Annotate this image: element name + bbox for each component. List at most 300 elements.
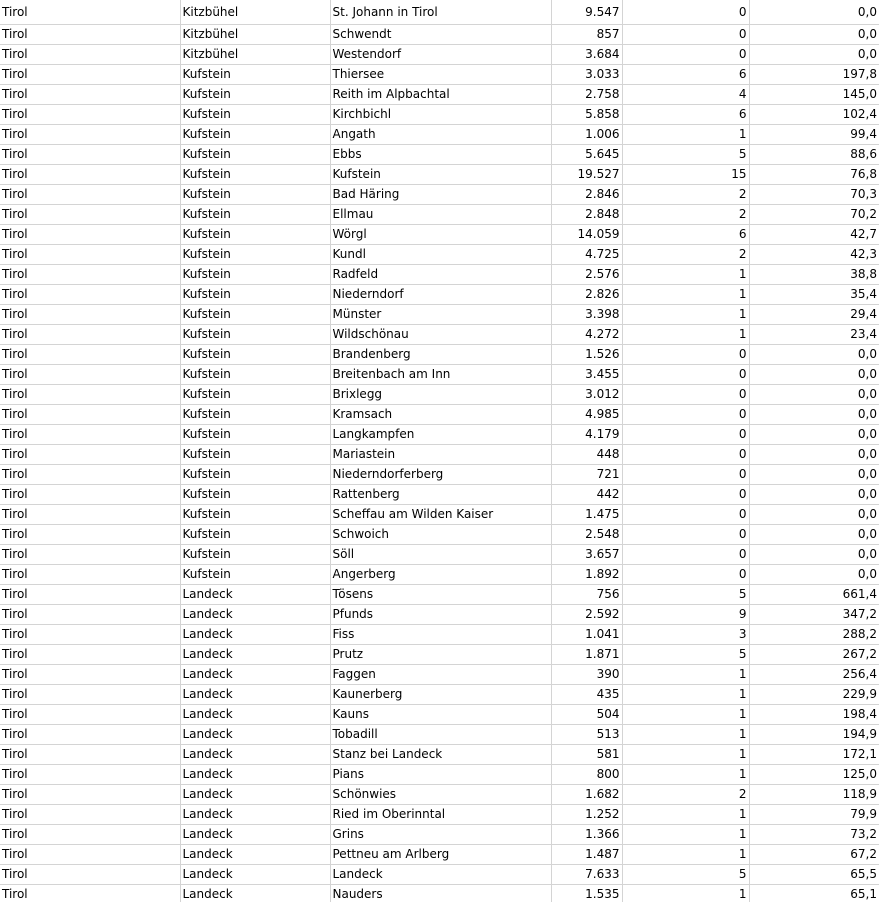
cell-state[interactable]: Tirol (0, 225, 180, 245)
cell-district[interactable]: Kufstein (180, 205, 330, 225)
cell-incidence[interactable]: 118,9 (749, 785, 879, 805)
cell-municipality[interactable]: Ebbs (330, 145, 551, 165)
cell-population[interactable]: 3.398 (551, 305, 622, 325)
cell-incidence[interactable]: 0,0 (749, 385, 879, 405)
cell-cases[interactable]: 0 (622, 405, 749, 425)
cell-cases[interactable]: 0 (622, 505, 749, 525)
cell-state[interactable]: Tirol (0, 125, 180, 145)
cell-cases[interactable]: 6 (622, 225, 749, 245)
cell-population[interactable]: 2.576 (551, 265, 622, 285)
cell-district[interactable]: Kufstein (180, 485, 330, 505)
table-row (0, 425, 879, 445)
cell-district[interactable]: Landeck (180, 605, 330, 625)
cell-municipality[interactable]: Reith im Alpbachtal (330, 85, 551, 105)
cell-municipality[interactable]: Kirchbichl (330, 105, 551, 125)
cell-district[interactable]: Landeck (180, 725, 330, 745)
cell-cases[interactable]: 0 (622, 465, 749, 485)
table-row (0, 485, 879, 505)
cell-incidence[interactable]: 65,5 (749, 865, 879, 885)
table-row (0, 25, 879, 45)
cell-district[interactable]: Kufstein (180, 545, 330, 565)
cell-population[interactable]: 1.535 (551, 885, 622, 902)
cell-district[interactable]: Kufstein (180, 445, 330, 465)
cell-cases[interactable]: 1 (622, 665, 749, 685)
cell-incidence[interactable]: 125,0 (749, 765, 879, 785)
cell-population[interactable]: 390 (551, 665, 622, 685)
cell-state[interactable]: Tirol (0, 485, 180, 505)
cell-municipality[interactable]: Angath (330, 125, 551, 145)
cell-cases[interactable]: 1 (622, 305, 749, 325)
table-row (0, 305, 879, 325)
cell-municipality[interactable]: Radfeld (330, 265, 551, 285)
cell-state[interactable]: Tirol (0, 65, 180, 85)
cell-state[interactable]: Tirol (0, 205, 180, 225)
table-row (0, 585, 879, 605)
table-row (0, 445, 879, 465)
cell-state[interactable]: Tirol (0, 405, 180, 425)
cell-state[interactable]: Tirol (0, 665, 180, 685)
cell-district[interactable]: Landeck (180, 625, 330, 645)
cell-incidence[interactable]: 347,2 (749, 605, 879, 625)
cell-population[interactable]: 435 (551, 685, 622, 705)
cell-population[interactable]: 3.455 (551, 365, 622, 385)
cell-state[interactable]: Tirol (0, 825, 180, 845)
table-row (0, 505, 879, 525)
cell-municipality[interactable]: Faggen (330, 665, 551, 685)
cell-municipality[interactable]: Kundl (330, 245, 551, 265)
cell-population[interactable]: 1.871 (551, 645, 622, 665)
cell-incidence[interactable]: 42,7 (749, 225, 879, 245)
cell-state[interactable]: Tirol (0, 785, 180, 805)
cell-incidence[interactable]: 0,0 (749, 505, 879, 525)
cell-incidence[interactable]: 197,8 (749, 65, 879, 85)
cell-incidence[interactable]: 70,2 (749, 205, 879, 225)
cell-municipality[interactable]: Niederndorferberg (330, 465, 551, 485)
cell-district[interactable]: Landeck (180, 685, 330, 705)
cell-state[interactable]: Tirol (0, 25, 180, 45)
cell-state[interactable]: Tirol (0, 185, 180, 205)
cell-incidence[interactable]: 67,2 (749, 845, 879, 865)
cell-state[interactable]: Tirol (0, 745, 180, 765)
cell-district[interactable]: Landeck (180, 765, 330, 785)
cell-cases[interactable]: 1 (622, 265, 749, 285)
cell-state[interactable]: Tirol (0, 245, 180, 265)
cell-population[interactable]: 19.527 (551, 165, 622, 185)
cell-municipality[interactable]: Pettneu am Arlberg (330, 845, 551, 865)
cell-cases[interactable]: 0 (622, 365, 749, 385)
cell-district[interactable]: Landeck (180, 885, 330, 902)
cell-incidence[interactable]: 102,4 (749, 105, 879, 125)
table-row (0, 465, 879, 485)
cell-incidence[interactable]: 0,0 (749, 365, 879, 385)
table-row (0, 825, 879, 845)
cell-state[interactable]: Tirol (0, 45, 180, 65)
cell-district[interactable]: Kufstein (180, 465, 330, 485)
cell-population[interactable]: 5.645 (551, 145, 622, 165)
cell-municipality[interactable]: Schwoich (330, 525, 551, 545)
cell-population[interactable]: 2.848 (551, 205, 622, 225)
cell-population[interactable]: 504 (551, 705, 622, 725)
cell-district[interactable]: Kufstein (180, 265, 330, 285)
cell-district[interactable]: Kufstein (180, 85, 330, 105)
cell-population[interactable]: 3.033 (551, 65, 622, 85)
cell-municipality[interactable]: Angerberg (330, 565, 551, 585)
cell-municipality[interactable]: Ried im Oberinntal (330, 805, 551, 825)
cell-district[interactable]: Landeck (180, 825, 330, 845)
cell-population[interactable]: 3.657 (551, 545, 622, 565)
cell-district[interactable]: Landeck (180, 665, 330, 685)
cell-incidence[interactable]: 256,4 (749, 665, 879, 685)
cell-incidence[interactable]: 229,9 (749, 685, 879, 705)
cell-population[interactable]: 581 (551, 745, 622, 765)
cell-population[interactable]: 1.892 (551, 565, 622, 585)
cell-municipality[interactable]: Münster (330, 305, 551, 325)
cell-state[interactable]: Tirol (0, 105, 180, 125)
cell-municipality[interactable]: Schönwies (330, 785, 551, 805)
cell-municipality[interactable]: Kufstein (330, 165, 551, 185)
cell-district[interactable]: Kufstein (180, 65, 330, 85)
cell-municipality[interactable]: Stanz bei Landeck (330, 745, 551, 765)
table-row (0, 225, 879, 245)
cell-population[interactable]: 1.682 (551, 785, 622, 805)
cell-state[interactable]: Tirol (0, 765, 180, 785)
cell-cases[interactable]: 1 (622, 745, 749, 765)
cell-population[interactable]: 2.758 (551, 85, 622, 105)
cell-cases[interactable]: 1 (622, 725, 749, 745)
table-row (0, 45, 879, 65)
cell-population[interactable]: 4.272 (551, 325, 622, 345)
cell-cases[interactable]: 1 (622, 825, 749, 845)
cell-incidence[interactable]: 65,1 (749, 885, 879, 902)
cell-incidence[interactable]: 76,8 (749, 165, 879, 185)
cell-state[interactable]: Tirol (0, 705, 180, 725)
cell-municipality[interactable]: Fiss (330, 625, 551, 645)
cell-state[interactable]: Tirol (0, 365, 180, 385)
cell-state[interactable]: Tirol (0, 0, 180, 25)
cell-district[interactable]: Landeck (180, 745, 330, 765)
cell-incidence[interactable]: 23,4 (749, 325, 879, 345)
cell-municipality[interactable]: Landeck (330, 865, 551, 885)
table-row (0, 745, 879, 765)
cell-incidence[interactable]: 661,4 (749, 585, 879, 605)
cell-cases[interactable]: 0 (622, 485, 749, 505)
cell-cases[interactable]: 6 (622, 105, 749, 125)
cell-incidence[interactable]: 29,4 (749, 305, 879, 325)
cell-district[interactable]: Kufstein (180, 425, 330, 445)
cell-population[interactable]: 800 (551, 765, 622, 785)
table-row (0, 665, 879, 685)
cell-district[interactable]: Kufstein (180, 185, 330, 205)
cell-cases[interactable]: 0 (622, 425, 749, 445)
cell-incidence[interactable]: 42,3 (749, 245, 879, 265)
table-row (0, 145, 879, 165)
cell-incidence[interactable]: 73,2 (749, 825, 879, 845)
cell-cases[interactable]: 5 (622, 145, 749, 165)
cell-municipality[interactable]: Tobadill (330, 725, 551, 745)
cell-district[interactable]: Landeck (180, 805, 330, 825)
cell-incidence[interactable]: 0,0 (749, 345, 879, 365)
cell-cases[interactable]: 9 (622, 605, 749, 625)
table-row (0, 125, 879, 145)
table-row (0, 845, 879, 865)
table-row (0, 345, 879, 365)
cell-cases[interactable]: 5 (622, 645, 749, 665)
cell-state[interactable]: Tirol (0, 505, 180, 525)
cell-population[interactable]: 442 (551, 485, 622, 505)
cell-municipality[interactable]: Rattenberg (330, 485, 551, 505)
table-row (0, 725, 879, 745)
cell-district[interactable]: Kufstein (180, 345, 330, 365)
cell-district[interactable]: Kufstein (180, 125, 330, 145)
table-row (0, 265, 879, 285)
cell-incidence[interactable]: 0,0 (749, 25, 879, 45)
cell-state[interactable]: Tirol (0, 345, 180, 365)
cell-incidence[interactable]: 38,8 (749, 265, 879, 285)
cell-municipality[interactable]: Brandenberg (330, 345, 551, 365)
cell-municipality[interactable]: Kramsach (330, 405, 551, 425)
table-row (0, 645, 879, 665)
cell-municipality[interactable]: Ellmau (330, 205, 551, 225)
cell-municipality[interactable]: Westendorf (330, 45, 551, 65)
cell-cases[interactable]: 0 (622, 25, 749, 45)
cell-cases[interactable]: 0 (622, 0, 749, 25)
cell-state[interactable]: Tirol (0, 325, 180, 345)
cell-population[interactable]: 4.985 (551, 405, 622, 425)
cell-cases[interactable]: 15 (622, 165, 749, 185)
cell-municipality[interactable]: Mariastein (330, 445, 551, 465)
cell-cases[interactable]: 1 (622, 705, 749, 725)
cell-population[interactable]: 513 (551, 725, 622, 745)
cell-incidence[interactable]: 70,3 (749, 185, 879, 205)
cell-population[interactable]: 721 (551, 465, 622, 485)
cell-municipality[interactable]: Scheffau am Wilden Kaiser (330, 505, 551, 525)
cell-municipality[interactable]: Wildschönau (330, 325, 551, 345)
cell-incidence[interactable]: 0,0 (749, 565, 879, 585)
cell-state[interactable]: Tirol (0, 145, 180, 165)
cell-population[interactable]: 1.366 (551, 825, 622, 845)
cell-population[interactable]: 1.252 (551, 805, 622, 825)
cell-municipality[interactable]: Söll (330, 545, 551, 565)
cell-municipality[interactable]: Kaunerberg (330, 685, 551, 705)
cell-population[interactable]: 3.684 (551, 45, 622, 65)
cell-district[interactable]: Kufstein (180, 165, 330, 185)
table-row (0, 805, 879, 825)
cell-incidence[interactable]: 35,4 (749, 285, 879, 305)
cell-cases[interactable]: 0 (622, 565, 749, 585)
cell-state[interactable]: Tirol (0, 605, 180, 625)
cell-cases[interactable]: 0 (622, 385, 749, 405)
cell-incidence[interactable]: 0,0 (749, 405, 879, 425)
cell-municipality[interactable]: Thiersee (330, 65, 551, 85)
cell-district[interactable]: Landeck (180, 705, 330, 725)
cell-incidence[interactable]: 0,0 (749, 425, 879, 445)
cell-incidence[interactable]: 99,4 (749, 125, 879, 145)
table-row (0, 385, 879, 405)
cell-population[interactable]: 3.012 (551, 385, 622, 405)
cell-incidence[interactable]: 194,9 (749, 725, 879, 745)
cell-incidence[interactable]: 267,2 (749, 645, 879, 665)
cell-cases[interactable]: 5 (622, 585, 749, 605)
cell-cases[interactable]: 2 (622, 185, 749, 205)
table-row (0, 0, 879, 25)
cell-cases[interactable]: 1 (622, 845, 749, 865)
cell-municipality[interactable]: Bad Häring (330, 185, 551, 205)
cell-cases[interactable]: 1 (622, 805, 749, 825)
cell-incidence[interactable]: 0,0 (749, 445, 879, 465)
cell-incidence[interactable]: 0,0 (749, 465, 879, 485)
cell-state[interactable]: Tirol (0, 465, 180, 485)
cell-municipality[interactable]: Brixlegg (330, 385, 551, 405)
cell-municipality[interactable]: Nauders (330, 885, 551, 902)
cell-state[interactable]: Tirol (0, 385, 180, 405)
cell-cases[interactable]: 3 (622, 625, 749, 645)
cell-municipality[interactable]: Langkampfen (330, 425, 551, 445)
cell-district[interactable]: Kufstein (180, 285, 330, 305)
cell-cases[interactable]: 1 (622, 765, 749, 785)
cell-cases[interactable]: 0 (622, 525, 749, 545)
cell-incidence[interactable]: 88,6 (749, 145, 879, 165)
cell-district[interactable]: Kufstein (180, 305, 330, 325)
cell-state[interactable]: Tirol (0, 265, 180, 285)
cell-municipality[interactable]: Breitenbach am Inn (330, 365, 551, 385)
cell-incidence[interactable]: 0,0 (749, 485, 879, 505)
cell-population[interactable]: 448 (551, 445, 622, 465)
cell-state[interactable]: Tirol (0, 565, 180, 585)
cell-population[interactable]: 857 (551, 25, 622, 45)
cell-cases[interactable]: 0 (622, 445, 749, 465)
cell-district[interactable]: Kufstein (180, 505, 330, 525)
cell-cases[interactable]: 0 (622, 345, 749, 365)
cell-state[interactable]: Tirol (0, 525, 180, 545)
cell-incidence[interactable]: 0,0 (749, 45, 879, 65)
cell-state[interactable]: Tirol (0, 425, 180, 445)
cell-municipality[interactable]: Pians (330, 765, 551, 785)
cell-district[interactable]: Kitzbühel (180, 0, 330, 25)
cell-population[interactable]: 756 (551, 585, 622, 605)
cell-population[interactable]: 1.475 (551, 505, 622, 525)
cell-district[interactable]: Kufstein (180, 145, 330, 165)
table-row (0, 685, 879, 705)
cell-cases[interactable]: 0 (622, 545, 749, 565)
cell-state[interactable]: Tirol (0, 725, 180, 745)
cell-district[interactable]: Landeck (180, 845, 330, 865)
cell-state[interactable]: Tirol (0, 545, 180, 565)
cell-population[interactable]: 2.548 (551, 525, 622, 545)
cell-state[interactable]: Tirol (0, 845, 180, 865)
cell-incidence[interactable]: 145,0 (749, 85, 879, 105)
cell-district[interactable]: Kufstein (180, 245, 330, 265)
cell-district[interactable]: Kitzbühel (180, 25, 330, 45)
cell-state[interactable]: Tirol (0, 285, 180, 305)
cell-population[interactable]: 1.041 (551, 625, 622, 645)
cell-population[interactable]: 2.592 (551, 605, 622, 625)
cell-municipality[interactable]: St. Johann in Tirol (330, 0, 551, 25)
cell-population[interactable]: 14.059 (551, 225, 622, 245)
cell-district[interactable]: Kufstein (180, 325, 330, 345)
cell-incidence[interactable]: 198,4 (749, 705, 879, 725)
cell-municipality[interactable]: Wörgl (330, 225, 551, 245)
cell-cases[interactable]: 1 (622, 885, 749, 902)
cell-population[interactable]: 1.006 (551, 125, 622, 145)
table-row (0, 865, 879, 885)
cell-cases[interactable]: 4 (622, 85, 749, 105)
cell-state[interactable]: Tirol (0, 445, 180, 465)
cell-district[interactable]: Kufstein (180, 385, 330, 405)
cell-state[interactable]: Tirol (0, 585, 180, 605)
cell-cases[interactable]: 2 (622, 785, 749, 805)
cell-cases[interactable]: 5 (622, 865, 749, 885)
cell-district[interactable]: Landeck (180, 585, 330, 605)
cell-population[interactable]: 5.858 (551, 105, 622, 125)
cell-state[interactable]: Tirol (0, 885, 180, 902)
cell-district[interactable]: Kufstein (180, 105, 330, 125)
cell-district[interactable]: Kufstein (180, 365, 330, 385)
cell-municipality[interactable]: Pfunds (330, 605, 551, 625)
cell-state[interactable]: Tirol (0, 165, 180, 185)
cell-municipality[interactable]: Kauns (330, 705, 551, 725)
cell-population[interactable]: 2.826 (551, 285, 622, 305)
cell-population[interactable]: 7.633 (551, 865, 622, 885)
table-row (0, 205, 879, 225)
cell-population[interactable]: 1.487 (551, 845, 622, 865)
cell-incidence[interactable]: 288,2 (749, 625, 879, 645)
cell-incidence[interactable]: 79,9 (749, 805, 879, 825)
cell-incidence[interactable]: 0,0 (749, 545, 879, 565)
cell-district[interactable]: Landeck (180, 645, 330, 665)
cell-state[interactable]: Tirol (0, 625, 180, 645)
cell-population[interactable]: 2.846 (551, 185, 622, 205)
cell-state[interactable]: Tirol (0, 85, 180, 105)
cell-incidence[interactable]: 0,0 (749, 525, 879, 545)
cell-district[interactable]: Landeck (180, 785, 330, 805)
cell-municipality[interactable]: Prutz (330, 645, 551, 665)
cell-state[interactable]: Tirol (0, 685, 180, 705)
table-row (0, 545, 879, 565)
cell-district[interactable]: Landeck (180, 865, 330, 885)
cell-cases[interactable]: 1 (622, 685, 749, 705)
cell-municipality[interactable]: Tösens (330, 585, 551, 605)
cell-population[interactable]: 1.526 (551, 345, 622, 365)
table-row (0, 365, 879, 385)
cell-state[interactable]: Tirol (0, 805, 180, 825)
cell-incidence[interactable]: 172,1 (749, 745, 879, 765)
cell-cases[interactable]: 1 (622, 125, 749, 145)
cell-cases[interactable]: 2 (622, 245, 749, 265)
cell-cases[interactable]: 2 (622, 205, 749, 225)
cell-district[interactable]: Kitzbühel (180, 45, 330, 65)
cell-municipality[interactable]: Niederndorf (330, 285, 551, 305)
cell-district[interactable]: Kufstein (180, 525, 330, 545)
cell-state[interactable]: Tirol (0, 865, 180, 885)
cell-state[interactable]: Tirol (0, 645, 180, 665)
cell-cases[interactable]: 0 (622, 45, 749, 65)
cell-district[interactable]: Kufstein (180, 225, 330, 245)
cell-municipality[interactable]: Grins (330, 825, 551, 845)
cell-municipality[interactable]: Schwendt (330, 25, 551, 45)
table-row (0, 65, 879, 85)
cell-district[interactable]: Kufstein (180, 565, 330, 585)
table-row (0, 185, 879, 205)
cell-state[interactable]: Tirol (0, 305, 180, 325)
cell-population[interactable]: 9.547 (551, 0, 622, 25)
cell-population[interactable]: 4.179 (551, 425, 622, 445)
cell-cases[interactable]: 1 (622, 325, 749, 345)
cell-incidence[interactable]: 0,0 (749, 0, 879, 25)
cell-cases[interactable]: 6 (622, 65, 749, 85)
cell-district[interactable]: Kufstein (180, 405, 330, 425)
cell-population[interactable]: 4.725 (551, 245, 622, 265)
cell-cases[interactable]: 1 (622, 285, 749, 305)
